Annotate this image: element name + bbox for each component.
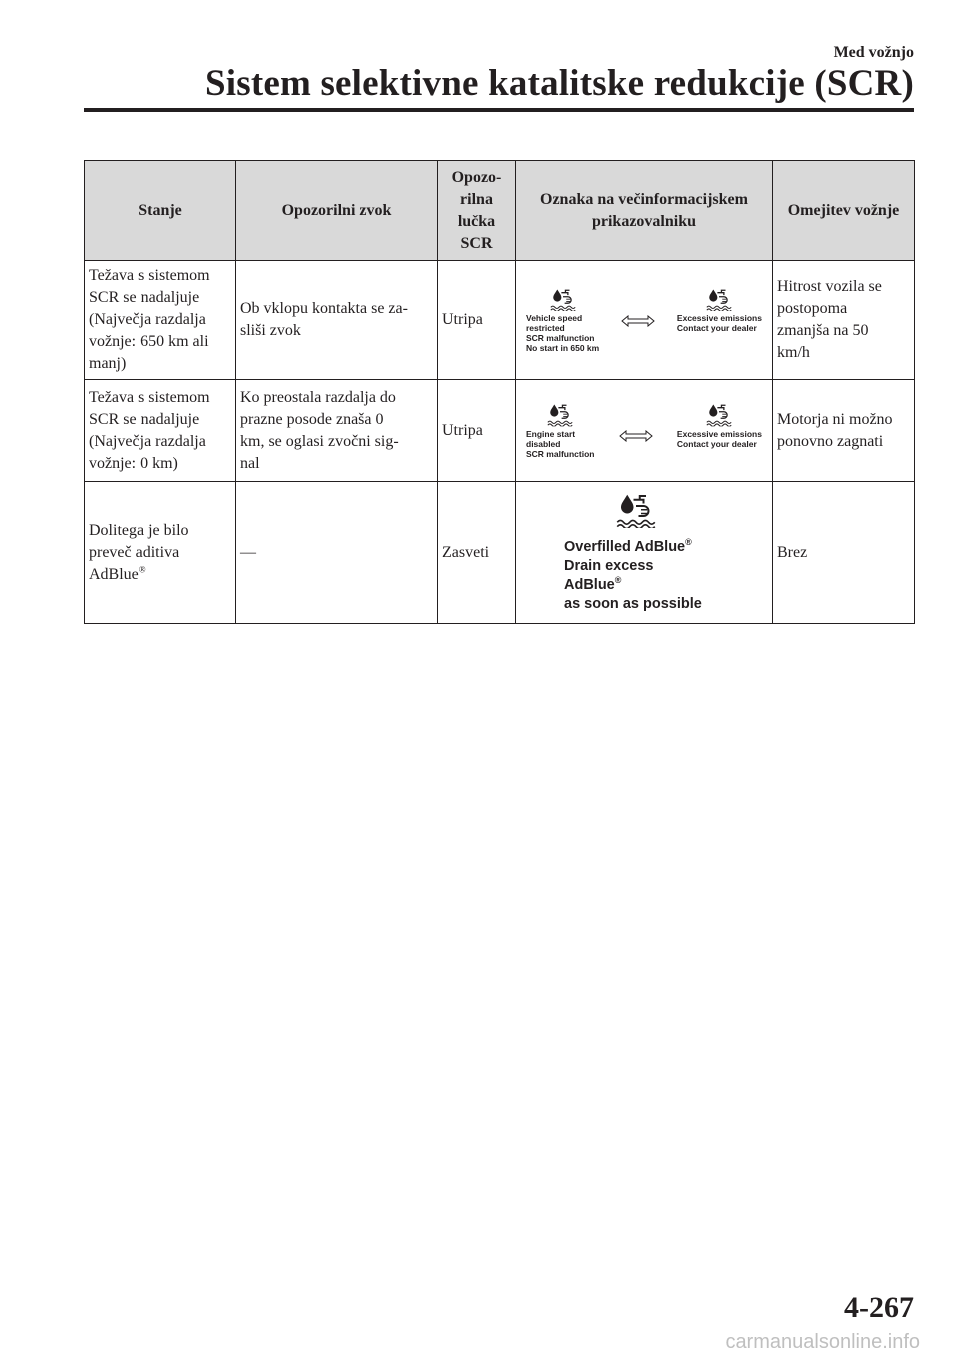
cell-line: AdBlue xyxy=(89,565,139,583)
cell-line: Excessive emissions xyxy=(676,428,762,439)
cell-line: SCR malfunction xyxy=(526,448,595,459)
table-row xyxy=(85,380,915,482)
cell-line: vožnje: 0 km) xyxy=(89,454,178,472)
cell-line: SCR malfunction xyxy=(526,333,595,344)
cell-line: nal xyxy=(240,454,260,472)
table-header-row xyxy=(85,161,915,261)
scr-warning-icon xyxy=(706,287,732,311)
cell-line: Težava s sistemom xyxy=(89,388,210,406)
display-line: Overfilled AdBlue xyxy=(564,539,686,556)
scr-warning-icon xyxy=(616,491,656,529)
header-limit: Omejitev vožnje xyxy=(773,161,915,261)
display-message xyxy=(520,491,768,615)
header-lamp-line: lučka xyxy=(457,212,496,230)
double-arrow-icon xyxy=(619,430,653,442)
cell-lamp: Zasveti xyxy=(438,482,516,624)
cell-line: Excessive emissions xyxy=(676,313,762,324)
section-label: Med vožnjo xyxy=(833,44,914,61)
cell-line: vožnje: 650 km ali xyxy=(89,333,209,350)
cell-limit xyxy=(773,380,915,482)
cell-state xyxy=(85,380,236,482)
header-lamp xyxy=(438,161,516,261)
cell-line: Engine start xyxy=(526,428,576,439)
display-line: AdBlue xyxy=(564,577,615,594)
cell-display xyxy=(516,261,773,380)
display-message-left xyxy=(526,287,599,353)
cell-line: preveč aditiva xyxy=(89,543,180,561)
cell-line: Hitrost vozila se xyxy=(777,278,882,295)
display-line: Drain excess xyxy=(564,558,654,575)
cell-line: (Največja razdalja xyxy=(89,432,206,450)
scr-warning-icon xyxy=(547,402,573,426)
table-row xyxy=(85,261,915,380)
cell-state xyxy=(85,482,236,624)
display-message-left xyxy=(526,402,594,458)
cell-display xyxy=(516,482,773,624)
cell-line: Contact your dealer xyxy=(676,438,757,449)
cell-line: km, se oglasi zvočni sig- xyxy=(240,432,399,450)
cell-limit: Brez xyxy=(773,482,915,624)
cell-state xyxy=(85,261,236,380)
scr-warning-icon xyxy=(550,287,576,311)
cell-line: km/h xyxy=(777,344,810,361)
cell-line: manj) xyxy=(89,355,127,372)
scr-status-table xyxy=(84,160,915,624)
header-lamp-line: SCR xyxy=(460,234,493,252)
header-lamp-line: rilna xyxy=(460,190,493,208)
scr-warning-icon xyxy=(706,402,732,426)
header-sound: Opozorilni zvok xyxy=(236,161,438,261)
display-text xyxy=(677,429,762,449)
cell-line: prazne posode znaša 0 xyxy=(240,410,384,428)
header-display: Oznaka na večinformacijskem prikazovalniku xyxy=(516,161,773,261)
cell-line: disabled xyxy=(526,438,561,449)
display-text xyxy=(677,313,762,333)
page-number: 4-267 xyxy=(844,1291,914,1324)
cell-line: No start in 650 km xyxy=(526,343,600,354)
cell-limit xyxy=(773,261,915,380)
cell-line: (Največja razdalja xyxy=(89,311,206,328)
display-message-right xyxy=(677,402,762,448)
cell-line: Vehicle speed xyxy=(526,313,583,324)
cell-line: restricted xyxy=(526,323,565,334)
display-panel xyxy=(520,402,768,458)
display-line: as soon as possible xyxy=(564,596,702,613)
header-lamp-line: Opozo- xyxy=(451,168,502,186)
double-arrow-icon xyxy=(621,315,655,327)
header-state: Stanje xyxy=(85,161,236,261)
display-message-right xyxy=(677,287,762,333)
table-row xyxy=(85,482,915,624)
cell-sound: — xyxy=(236,482,438,624)
display-panel xyxy=(520,287,768,353)
cell-line: zmanjša na 50 xyxy=(777,322,869,339)
display-text xyxy=(526,429,594,459)
cell-lamp: Utripa xyxy=(438,380,516,482)
registered-mark: ® xyxy=(685,537,692,548)
registered-mark: ® xyxy=(614,575,622,586)
header-rule xyxy=(84,108,914,112)
cell-line: sliši zvok xyxy=(240,322,301,339)
cell-line: Dolitega je bilo xyxy=(89,521,189,539)
cell-lamp: Utripa xyxy=(438,261,516,380)
registered-mark: ® xyxy=(138,564,146,575)
cell-sound xyxy=(236,261,438,380)
page-title: Sistem selektivne katalitske redukcije (SCR) xyxy=(204,63,914,104)
cell-line: Contact your dealer xyxy=(676,323,757,334)
display-text xyxy=(526,313,599,353)
watermark: carmanualsonline.info xyxy=(725,1331,920,1353)
cell-line: Težava s sistemom xyxy=(89,267,210,284)
cell-line: ponovno zagnati xyxy=(777,432,884,450)
cell-line: Motorja ni možno xyxy=(777,410,893,428)
cell-line: SCR se nadaljuje xyxy=(89,410,200,428)
cell-line: SCR se nadaljuje xyxy=(89,289,200,306)
cell-line: postopoma xyxy=(777,300,848,317)
cell-sound xyxy=(236,380,438,482)
cell-display xyxy=(516,380,773,482)
cell-line: Ko preostala razdalja do xyxy=(240,388,396,406)
cell-line: Ob vklopu kontakta se za- xyxy=(240,300,408,317)
